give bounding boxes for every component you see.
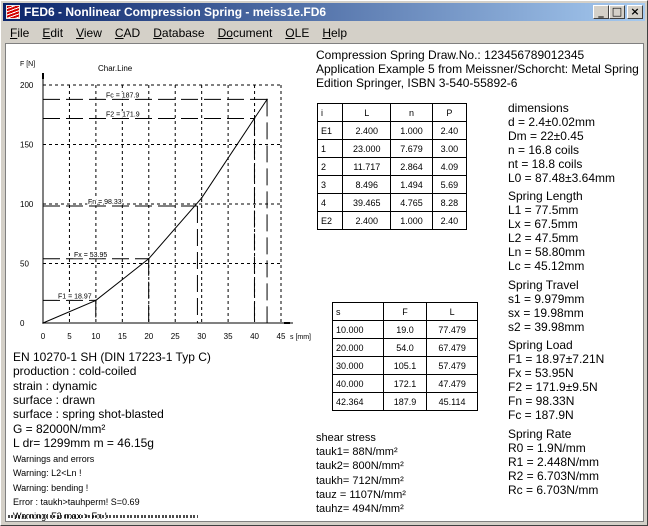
x-tick-label: 15 <box>117 332 127 341</box>
result-value: s2 = 39.98mm <box>508 320 585 334</box>
warning-line: Warning: bending ! <box>13 482 89 493</box>
travel-table <box>332 302 478 411</box>
marker-label: Fx = 53.95 <box>74 251 108 259</box>
minimize-button[interactable]: _ <box>593 5 609 19</box>
x-tick-label: 0 <box>40 332 46 341</box>
result-value: L2 = 47.5mm <box>508 231 579 245</box>
menu-accelerator: E <box>42 25 51 40</box>
table-cell: 4.765 <box>391 194 432 212</box>
table-row <box>333 339 478 357</box>
result-value: R1 = 2.448N/mm <box>508 455 600 469</box>
table-cell: 1.494 <box>391 176 432 194</box>
table-cell: 105.1 <box>383 357 426 375</box>
y-axis-label: F [N] <box>20 61 36 68</box>
menu-label: iew <box>83 25 102 40</box>
data-point <box>201 197 203 199</box>
result-value: Fn = 98.33N <box>508 394 575 408</box>
menu-file[interactable] <box>3 26 35 40</box>
data-point <box>254 118 256 120</box>
marker-label: F2 = 171.9 <box>106 111 140 119</box>
table-cell: 5.69 <box>432 176 466 194</box>
table-row <box>333 393 478 411</box>
table-cell: 187.9 <box>383 393 426 411</box>
menu-accelerator: H <box>322 25 331 40</box>
menu-label: ile <box>17 25 30 40</box>
column-header: L <box>343 104 391 122</box>
table-row <box>333 321 478 339</box>
table-cell: 39.465 <box>343 194 391 212</box>
table-cell: 23.000 <box>343 140 391 158</box>
table-cell: 2.400 <box>343 122 391 140</box>
chart-title: Char.Line <box>98 64 133 73</box>
menu-bar <box>3 23 353 42</box>
table-cell: 7.679 <box>391 140 432 158</box>
menu-help[interactable] <box>315 26 353 40</box>
result-value: Fc = 187.9N <box>508 408 574 422</box>
maximize-button[interactable]: □ <box>609 5 625 19</box>
table-cell: 45.114 <box>427 393 478 411</box>
table-row <box>318 158 467 176</box>
table-cell: 77.479 <box>427 321 478 339</box>
header-line-1: Compression Spring Draw.No.: 123456789012345 <box>316 48 585 62</box>
x-tick-label: 5 <box>67 332 72 341</box>
x-axis-label: s [mm] <box>290 334 311 341</box>
table-cell: 2.40 <box>432 122 466 140</box>
data-point <box>266 99 268 101</box>
section-heading: shear stress <box>316 432 376 444</box>
document-view <box>5 43 644 522</box>
table-cell: 19.0 <box>383 321 426 339</box>
characteristic-curve <box>43 99 267 323</box>
table-cell: 8.496 <box>343 176 391 194</box>
table-cell: 2.864 <box>391 158 432 176</box>
table-cell: 40.000 <box>333 375 384 393</box>
menu-database[interactable] <box>146 26 210 40</box>
section-heading: Spring Travel <box>508 278 579 292</box>
material-line: strain : dynamic <box>13 378 98 393</box>
table-row <box>333 357 478 375</box>
data-point <box>95 300 97 302</box>
shear-value: tauk1= 88N/mm² <box>316 446 398 459</box>
data-point <box>42 322 44 324</box>
menu-cad[interactable] <box>108 26 146 40</box>
menu-view[interactable] <box>69 26 108 40</box>
result-value: F1 = 18.97±7.21N <box>508 352 605 366</box>
x-tick-label: 30 <box>197 332 207 341</box>
menu-accelerator: Do <box>217 25 233 40</box>
table-cell: 4.09 <box>432 158 466 176</box>
marker-label: Fn = 98.33 <box>88 198 122 206</box>
x-tick-label: 45 <box>276 332 286 341</box>
section-heading: dimensions <box>508 101 569 115</box>
marker-label: F1 = 18.97 <box>58 293 92 301</box>
menu-accelerator: C <box>114 25 124 40</box>
column-header: i <box>318 104 343 122</box>
table-header-row <box>333 303 478 321</box>
table-cell: 3 <box>318 176 343 194</box>
x-tick-label: 40 <box>250 332 260 341</box>
table-cell: 10.000 <box>333 321 384 339</box>
y-tick-label: 0 <box>20 319 25 328</box>
spring-app-icon[interactable] <box>6 5 20 19</box>
table-cell: 57.479 <box>427 357 478 375</box>
warning-line: Warning: L2<Ln ! <box>13 468 82 479</box>
result-value: Lc = 45.12mm <box>508 259 585 273</box>
menu-label: atabase <box>161 25 205 40</box>
menu-edit[interactable] <box>35 26 69 40</box>
warnings-heading: Warnings and errors <box>13 454 95 464</box>
result-value: n = 16.8 coils <box>508 143 580 157</box>
shear-value: tauhz= 494N/mm² <box>316 503 404 515</box>
y-tick-label: 50 <box>20 259 29 269</box>
material-line: L dr= 1299mm m = 46.15g <box>13 435 154 450</box>
table-cell: 2.400 <box>343 212 391 230</box>
material-line: production : cold-coiled <box>13 364 137 379</box>
menu-label: cument <box>232 25 273 40</box>
x-tick-label: 35 <box>223 332 233 341</box>
section-heading: Spring Load <box>508 338 573 352</box>
sections-table <box>317 103 467 230</box>
menu-document[interactable] <box>211 26 279 40</box>
y-tick-label: 150 <box>20 140 34 150</box>
menu-accelerator: F <box>10 25 18 40</box>
column-header: F <box>383 303 426 321</box>
table-cell: 1.000 <box>391 212 432 230</box>
window-title: FED6 - Nonlinear Compression Spring - meiss1e.FD6 <box>24 5 327 19</box>
x-tick-label: 10 <box>91 332 101 341</box>
marker-label: Fc = 187.9 <box>106 92 140 100</box>
menu-accelerator: O <box>285 25 295 40</box>
result-value: nt = 18.8 coils <box>508 157 583 171</box>
result-value: Fx = 53.95N <box>508 366 574 380</box>
table-cell: E1 <box>318 122 343 140</box>
header-line-3: Edition Springer, ISBN 3-540-55892-6 <box>316 76 518 90</box>
shear-value: tauz = 1107N/mm² <box>316 488 406 501</box>
result-value: s1 = 9.979mm <box>508 292 585 306</box>
material-line: EN 10270-1 SH (DIN 17223-1 Typ C) <box>13 350 211 364</box>
footer-copyright-line <box>8 515 198 518</box>
table-cell: 172.1 <box>383 375 426 393</box>
result-value: d = 2.4±0.02mm <box>508 115 595 129</box>
y-tick-label: 100 <box>20 200 34 209</box>
result-value: R0 = 1.9N/mm <box>508 441 586 455</box>
data-point <box>148 258 150 260</box>
result-value: R2 = 6.703N/mm <box>508 469 600 483</box>
section-heading: Spring Length <box>508 189 583 203</box>
menu-accelerator: V <box>76 25 84 40</box>
shear-value: taukh= 712N/mm² <box>316 474 404 487</box>
table-row <box>318 176 467 194</box>
shear-value: tauk2= 800N/mm² <box>316 460 404 473</box>
table-cell: 11.717 <box>343 158 391 176</box>
x-axis-arrow <box>284 322 290 324</box>
column-header: s <box>333 303 384 321</box>
material-line: G = 82000N/mm² <box>13 421 106 436</box>
table-cell: 1 <box>318 140 343 158</box>
table-cell: 30.000 <box>333 357 384 375</box>
result-value: F2 = 171.9±9.5N <box>508 380 598 394</box>
column-header: n <box>391 104 432 122</box>
menu-label: elp <box>331 25 348 40</box>
table-cell: 20.000 <box>333 339 384 357</box>
menu-label: dit <box>50 25 64 40</box>
result-value: Ln = 58.80mm <box>508 245 586 259</box>
table-row <box>318 212 467 230</box>
y-axis-arrow <box>42 73 44 79</box>
column-header: L <box>427 303 478 321</box>
table-cell: 54.0 <box>383 339 426 357</box>
result-value: Rc = 6.703N/mm <box>508 483 599 497</box>
menu-ole[interactable] <box>278 26 315 40</box>
title-bar[interactable] <box>3 3 645 21</box>
result-value: L1 = 77.5mm <box>508 203 579 217</box>
table-row <box>333 375 478 393</box>
table-cell: 42.364 <box>333 393 384 411</box>
header-line-2: Application Example 5 from Meissner/Schorcht: Metal Spring <box>316 62 639 76</box>
table-cell: 1.000 <box>391 122 432 140</box>
table-cell: 3.00 <box>432 140 466 158</box>
table-cell: 67.479 <box>427 339 478 357</box>
material-line: surface : drawn <box>13 392 96 407</box>
characteristic-line-chart <box>6 44 311 344</box>
menu-label: AD <box>123 25 141 40</box>
material-line: surface : spring shot-blasted <box>13 407 164 422</box>
column-header: P <box>432 104 466 122</box>
result-value: sx = 19.98mm <box>508 306 584 320</box>
table-cell: 2 <box>318 158 343 176</box>
result-value: L0 = 87.48±3.64mm <box>508 171 615 185</box>
table-cell: 4 <box>318 194 343 212</box>
y-tick-label: 200 <box>20 81 34 90</box>
result-value: Lx = 67.5mm <box>508 217 578 231</box>
close-button[interactable]: × <box>627 5 643 19</box>
x-tick-label: 20 <box>144 332 154 341</box>
x-tick-label: 25 <box>170 332 180 341</box>
table-cell: 8.28 <box>432 194 466 212</box>
menu-label: LE <box>294 25 310 40</box>
table-row <box>318 194 467 212</box>
warning-line: Error : taukh>tauhperm! S=0.69 <box>13 496 140 507</box>
table-cell: 2.40 <box>432 212 466 230</box>
menu-accelerator: D <box>153 25 162 40</box>
result-value: Dm = 22±0.45 <box>508 129 584 143</box>
table-row <box>318 122 467 140</box>
table-cell: E2 <box>318 212 343 230</box>
section-heading: Spring Rate <box>508 427 572 441</box>
table-header-row <box>318 104 467 122</box>
table-cell: 47.479 <box>427 375 478 393</box>
table-row <box>318 140 467 158</box>
